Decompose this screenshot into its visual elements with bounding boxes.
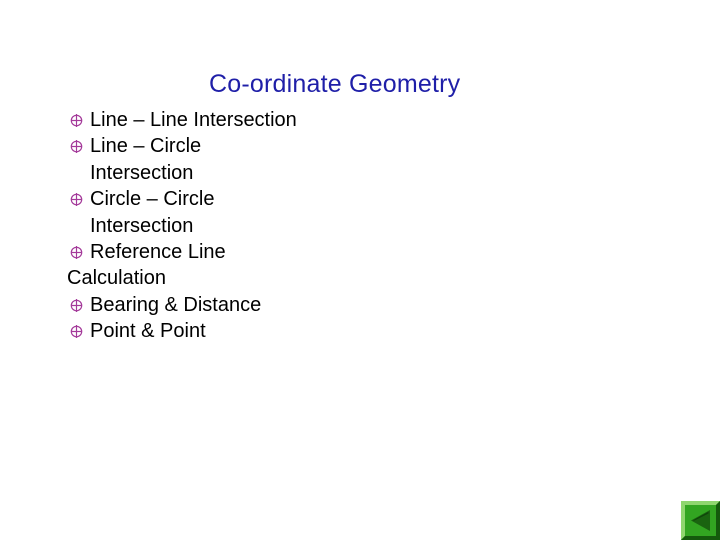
crosshair-circle-icon (70, 134, 83, 147)
crosshair-circle-icon (70, 319, 83, 332)
bullet-continuation: Intersection (90, 161, 194, 184)
bullet-item (67, 318, 367, 344)
bullet-line (67, 318, 367, 344)
bullet-line (67, 186, 367, 212)
bullet-line (67, 239, 367, 265)
bullet-item (67, 239, 367, 292)
bullet-item (67, 186, 367, 239)
bullet-item (67, 133, 367, 186)
slide-title: Co-ordinate Geometry (209, 70, 461, 98)
bullet-text: Point & Point (90, 320, 206, 343)
crosshair-circle-icon (70, 293, 83, 306)
bullet-item (67, 107, 367, 133)
bullet-line (67, 133, 367, 159)
bullet-text: Circle – Circle (90, 188, 215, 211)
play-left-icon (681, 501, 720, 540)
crosshair-circle-icon (70, 240, 83, 253)
bullet-continuation: Intersection (90, 214, 194, 237)
bullet-text: Line – Line Intersection (90, 109, 297, 131)
bullet-line (67, 107, 367, 133)
bullet-item (67, 292, 367, 318)
crosshair-circle-icon (70, 187, 83, 200)
bullet-text: Reference Line (90, 241, 226, 264)
bullet-text: Bearing & Distance (90, 293, 262, 316)
bullet-text: Line – Circle (90, 135, 202, 158)
crosshair-circle-icon (70, 108, 83, 121)
bullet-line (67, 292, 367, 318)
bullet-continuation: Calculation (67, 267, 166, 290)
previous-slide-button[interactable] (681, 501, 720, 540)
bullet-list (67, 107, 367, 345)
